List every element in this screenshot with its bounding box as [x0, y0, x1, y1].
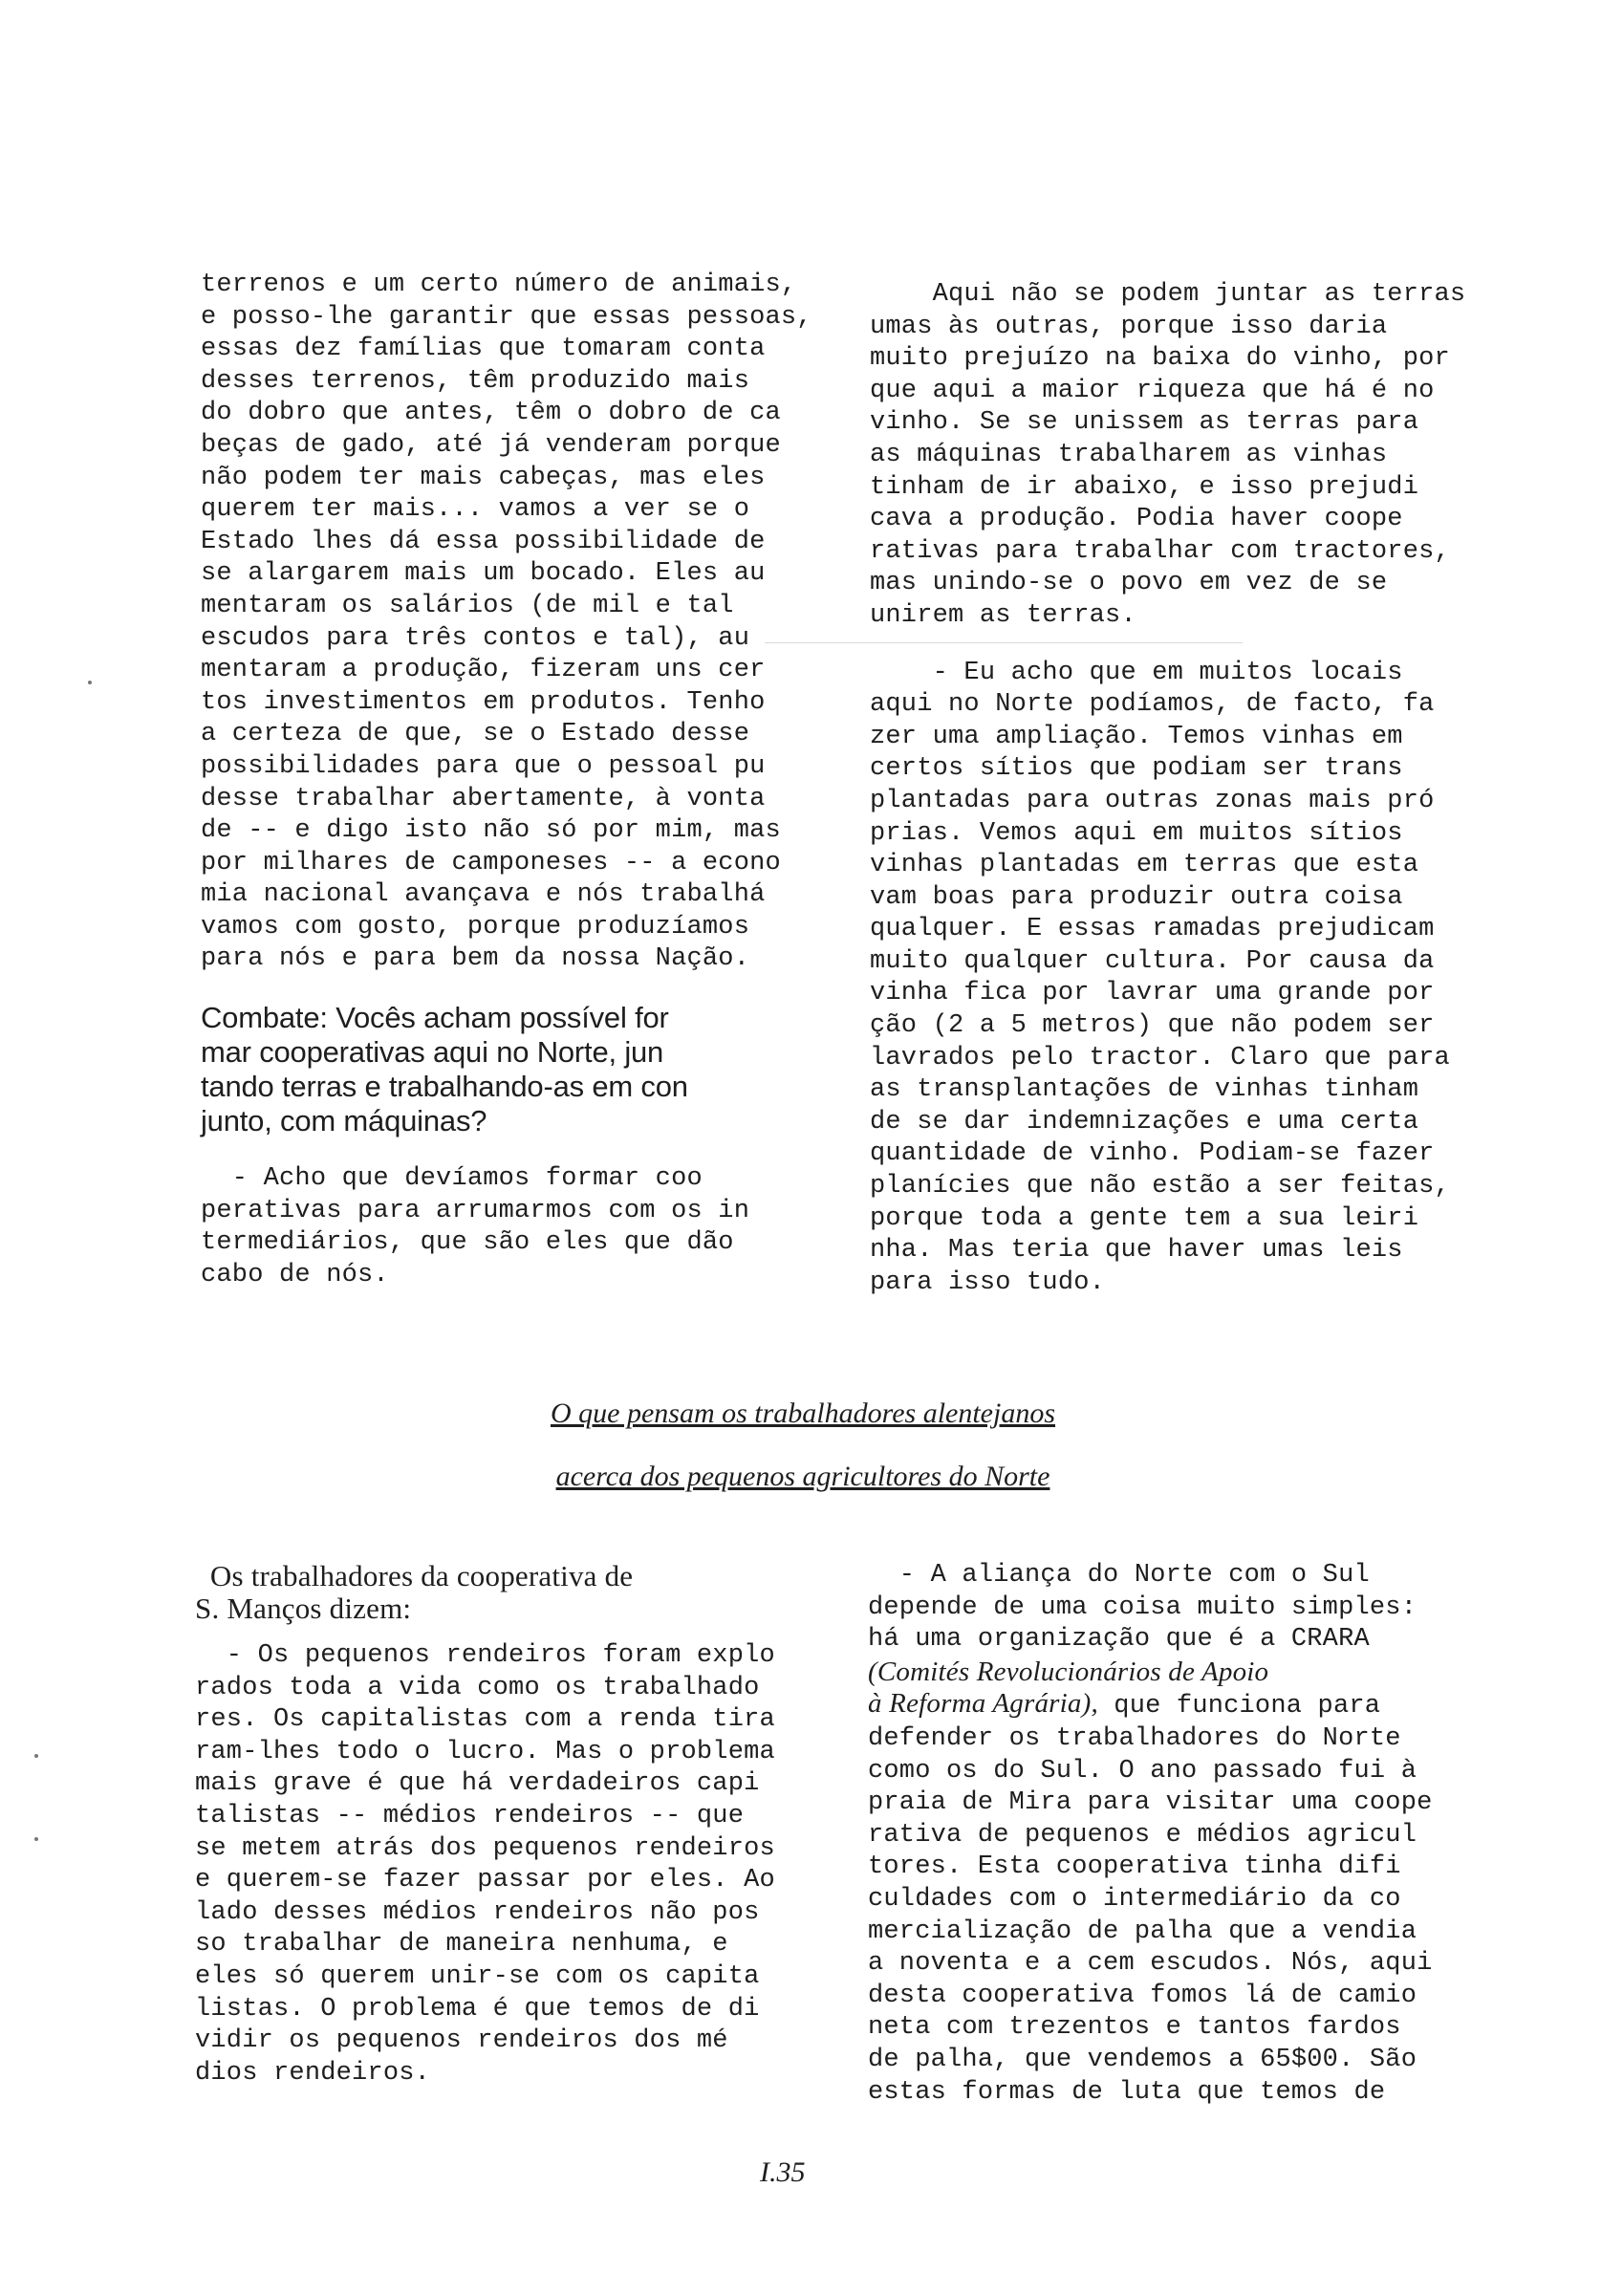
text-line: como os do Sul. O ano passado fui à — [868, 1756, 1417, 1786]
text-line: há uma organização que é a CRARA — [868, 1625, 1370, 1655]
text-line: que aqui a maior riqueza que há é no — [870, 376, 1435, 405]
paragraph — [868, 1723, 1470, 2109]
text-line: estas formas de luta que temos de — [868, 2077, 1386, 2107]
section-heading-line-1: O que pensam os trabalhadores alentejanos — [550, 1397, 1056, 1429]
text-line: defender os trabalhadores do Norte — [868, 1723, 1401, 1753]
text-line: escudos para três contos e tal), au — [201, 623, 750, 653]
text-line: qualquer. E essas ramadas prejudicam — [870, 915, 1435, 944]
text-line: eles só querem unir-se com os capita — [195, 1961, 760, 1991]
text-line: termediários, que são eles que dão — [201, 1228, 734, 1258]
text-line: desse trabalhar abertamente, à vonta — [201, 784, 766, 813]
text-line: neta com trezentos e tantos fardos — [868, 2013, 1401, 2043]
text-line — [868, 1688, 1470, 1723]
text-line: se metem atrás dos pequenos rendeiros — [195, 1833, 775, 1863]
text-line: por milhares de camponeses -- a econo — [201, 848, 781, 877]
text-line: lado desses médios rendeiros não pos — [195, 1897, 760, 1927]
page-number: I.35 — [760, 2156, 806, 2188]
paragraph — [870, 279, 1466, 633]
text-line: não podem ter mais cabeças, mas eles — [201, 463, 766, 492]
text-line: S. Manços dizem: — [195, 1592, 412, 1625]
text-line: Os trabalhadores da cooperativa de — [195, 1559, 634, 1592]
text-line: ção (2 a 5 metros) que não podem ser — [870, 1011, 1435, 1041]
scan-speck — [34, 1837, 38, 1841]
paragraph — [195, 1640, 816, 2090]
text-line: vinha fica por lavrar uma grande por — [870, 979, 1435, 1008]
text-line: rativas para trabalhar com tractores, — [870, 536, 1450, 566]
text-line: mentaram os salários (de mil e tal — [201, 591, 734, 620]
text-line: depende de uma coisa muito simples: — [868, 1592, 1417, 1622]
text-line: plantadas para outras zonas mais pró — [870, 786, 1435, 815]
bottom-left-column — [195, 1560, 816, 2090]
text-line: cava a produção. Podia haver coope — [870, 505, 1403, 534]
text-line: rados toda a vida como os trabalhado — [195, 1673, 760, 1702]
text-line: res. Os capitalistas com a renda tira — [195, 1705, 775, 1735]
scan-speck — [34, 1754, 38, 1758]
text-span: que funciona para — [1097, 1692, 1381, 1722]
text-line: perativas para arrumarmos com os in — [201, 1196, 750, 1225]
text-line: planícies que não estão a ser feitas, — [870, 1172, 1450, 1202]
text-line: unirem as terras. — [870, 600, 1136, 630]
text-line: do dobro que antes, têm o dobro de ca — [201, 399, 781, 428]
text-line: tos investimentos em produtos. Tenho — [201, 687, 766, 717]
text-line: para nós e para bem da nossa Nação. — [201, 944, 750, 974]
text-line: prias. Vemos aqui em muitos sítios — [870, 818, 1403, 848]
text-line: mas unindo-se o povo em vez de se — [870, 569, 1388, 598]
text-line: de se dar indemnizações e uma certa — [870, 1107, 1419, 1137]
paragraph — [201, 1163, 851, 1291]
text-line: aqui no Norte podíamos, de facto, fa — [870, 690, 1435, 720]
text-line: de -- e digo isto não só por mim, mas — [201, 816, 781, 846]
text-line: possibilidades para que o pessoal pu — [201, 751, 766, 781]
text-line: vamos com gosto, porque produzíamos — [201, 912, 750, 942]
text-line: mais grave é que há verdadeiros capi — [195, 1769, 760, 1799]
scan-speck — [88, 681, 92, 684]
text-line: mentaram a produção, fizeram uns cer — [201, 656, 766, 685]
text-line: zer uma ampliação. Temos vinhas em — [870, 722, 1403, 751]
paragraph — [201, 270, 851, 976]
paragraph — [870, 658, 1462, 1300]
text-line: vam boas para produzir outra coisa — [870, 882, 1403, 912]
text-line: rativa de pequenos e médios agricul — [868, 1820, 1417, 1850]
italic-phrase: à Reforma Agrária), — [868, 1688, 1098, 1720]
text-line: - Acho que devíamos formar coo — [201, 1164, 703, 1194]
text-line: cabo de nós. — [201, 1260, 389, 1289]
text-line: muito qualquer cultura. Por causa da — [870, 946, 1435, 976]
text-line: tinham de ir abaixo, e isso prejudi — [870, 472, 1419, 502]
text-line: vinho. Se se unissem as terras para — [870, 408, 1419, 438]
text-line: mia nacional avançava e nós trabalhá — [201, 880, 766, 910]
text-line: tores. Esta cooperativa tinha difi — [868, 1852, 1401, 1882]
text-line: culdades com o intermediário da co — [868, 1884, 1401, 1914]
text-line: praia de Mira para visitar uma coope — [868, 1788, 1433, 1818]
text-line: de palha, que vendemos a 65$00. São — [868, 2045, 1417, 2074]
text-line: Aqui não se podem juntar as terras — [870, 280, 1466, 309]
text-line: Combate: Vocês acham possível for — [201, 1001, 669, 1035]
text-line: mar cooperativas aqui no Norte, jun — [201, 1035, 664, 1070]
top-right-column — [870, 279, 1466, 1299]
text-line: tando terras e trabalhando-as em con — [201, 1070, 688, 1104]
text-line: (Comités Revolucionários de Apoio — [868, 1656, 1269, 1687]
text-line: certos sítios que podiam ser trans — [870, 754, 1403, 784]
text-line: desta cooperativa fomos lá de camio — [868, 1981, 1417, 2010]
text-line: e posso-lhe garantir que essas pessoas, — [201, 302, 812, 332]
text-line: listas. O problema é que temos de di — [195, 1994, 760, 2024]
section-heading-line-2: acerca dos pequenos agricultores do Norte — [555, 1461, 1050, 1492]
top-left-column — [201, 270, 851, 1291]
text-line: terrenos e um certo número de animais, — [201, 271, 797, 299]
text-line: a certeza de que, se o Estado desse — [201, 720, 750, 749]
text-line: e querem-se fazer passar por eles. Ao — [195, 1866, 775, 1895]
bottom-right-column — [868, 1560, 1470, 2109]
text-line: dios rendeiros. — [195, 2058, 431, 2088]
text-line: - Os pequenos rendeiros foram explo — [195, 1641, 775, 1670]
text-line: Estado lhes dá essa possibilidade de — [201, 527, 766, 556]
text-line: as transplantações de vinhas tinham — [870, 1075, 1419, 1105]
text-line: a noventa e a cem escudos. Nós, aqui — [868, 1949, 1433, 1979]
text-line: so trabalhar de maneira nenhuma, e — [195, 1930, 728, 1960]
text-line: vidir os pequenos rendeiros dos mé — [195, 2026, 728, 2056]
text-line: junto, com máquinas? — [201, 1104, 487, 1138]
text-line: essas dez famílias que tomaram conta — [201, 335, 766, 364]
text-line: desses terrenos, têm produzido mais — [201, 366, 750, 396]
text-line: talistas -- médios rendeiros -- que — [195, 1801, 745, 1830]
text-line: para isso tudo. — [870, 1267, 1106, 1297]
text-line: se alargarem mais um bocado. Eles au — [201, 559, 766, 589]
text-line: as máquinas trabalharem as vinhas — [870, 440, 1388, 469]
text-line: ram-lhes todo o lucro. Mas o problema — [195, 1737, 775, 1766]
text-line: muito prejuízo na baixa do vinho, por — [870, 344, 1450, 374]
text-line: beças de gado, até já venderam porque — [201, 430, 781, 460]
text-line: mercialização de palha que a vendia — [868, 1917, 1417, 1946]
intro — [195, 1560, 816, 1625]
interview-question — [201, 1001, 851, 1138]
text-line: nha. Mas teria que haver umas leis — [870, 1236, 1403, 1266]
text-line: porque toda a gente tem a sua leiri — [870, 1203, 1419, 1233]
text-line: lavrados pelo tractor. Claro que para — [870, 1043, 1450, 1072]
text-line: - A aliança do Norte com o Sul — [868, 1561, 1370, 1590]
text-line: umas às outras, porque isso daria — [870, 312, 1388, 341]
text-line: querem ter mais... vamos a ver se o — [201, 495, 750, 525]
text-line: quantidade de vinho. Podiam-se fazer — [870, 1139, 1435, 1169]
text-line: vinhas plantadas em terras que esta — [870, 851, 1419, 880]
text-line: - Eu acho que em muitos locais — [870, 658, 1403, 687]
